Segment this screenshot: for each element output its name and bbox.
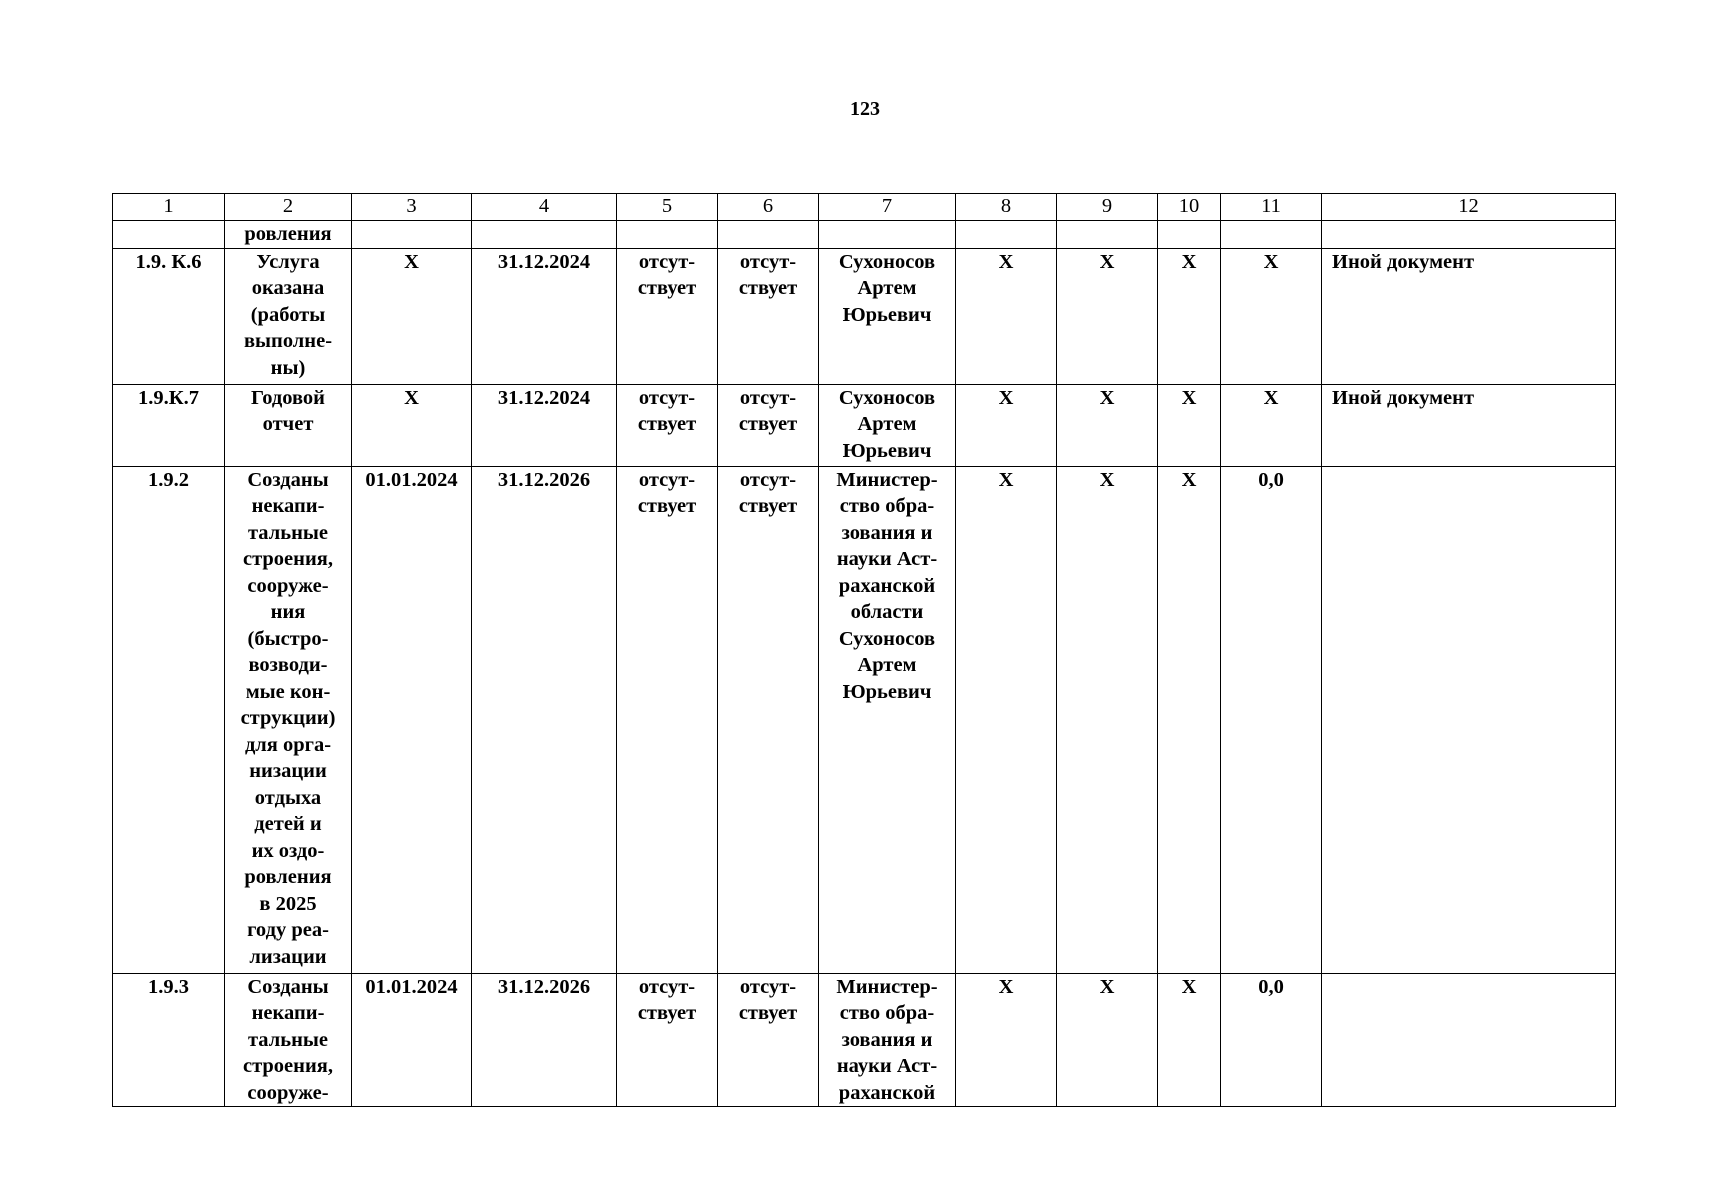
table-cell: X xyxy=(1057,973,1158,1107)
column-header: 3 xyxy=(352,194,472,221)
table-cell: отсут- ствует xyxy=(718,973,819,1107)
column-header: 11 xyxy=(1221,194,1322,221)
table-cell: X xyxy=(1057,248,1158,384)
table-cell: отсут- ствует xyxy=(617,973,718,1107)
table-row xyxy=(113,973,1616,1107)
table-cell: отсут- ствует xyxy=(718,466,819,973)
table-row xyxy=(113,248,1616,384)
table-cell: отсут- ствует xyxy=(718,248,819,384)
column-header: 10 xyxy=(1158,194,1221,221)
column-header: 2 xyxy=(225,194,352,221)
table-cell xyxy=(718,221,819,249)
result-name-cell: Созданы некапи- тальные строения, сооруже- xyxy=(225,973,352,1107)
table-cell: отсут- ствует xyxy=(617,466,718,973)
end-date-cell: 31.12.2024 xyxy=(472,384,617,466)
table-cell: ровления xyxy=(225,221,352,249)
column-header: 7 xyxy=(819,194,956,221)
table-header-row xyxy=(113,194,1616,221)
table-cell: X xyxy=(1221,248,1322,384)
end-date-cell: 31.12.2026 xyxy=(472,466,617,973)
table-cell xyxy=(819,221,956,249)
document-type-cell: Иной документ xyxy=(1322,384,1616,466)
table-cell: отсут- ствует xyxy=(617,384,718,466)
row-id-cell: 1.9.3 xyxy=(113,973,225,1107)
start-date-cell: X xyxy=(352,384,472,466)
table-cell: X xyxy=(956,248,1057,384)
result-name-cell: Услуга оказана (работы выполне- ны) xyxy=(225,248,352,384)
table-cell xyxy=(1322,221,1616,249)
table-cell: X xyxy=(1057,466,1158,973)
table-cell xyxy=(1221,221,1322,249)
column-header: 5 xyxy=(617,194,718,221)
result-name-cell: Годовой отчет xyxy=(225,384,352,466)
table-cell xyxy=(1158,221,1221,249)
table-cell: X xyxy=(1221,384,1322,466)
table-cell xyxy=(956,221,1057,249)
start-date-cell: 01.01.2024 xyxy=(352,466,472,973)
column-header: 4 xyxy=(472,194,617,221)
responsible-cell: Министер- ство обра- зования и науки Аст- раханской xyxy=(819,973,956,1107)
column-header: 6 xyxy=(718,194,819,221)
responsible-cell: Сухоносов Артем Юрьевич xyxy=(819,384,956,466)
table-cell: X xyxy=(1158,384,1221,466)
table-row-continuation xyxy=(113,221,1616,249)
data-table xyxy=(112,193,1616,1107)
responsible-cell: Сухоносов Артем Юрьевич xyxy=(819,248,956,384)
table-cell xyxy=(352,221,472,249)
table-cell: X xyxy=(956,384,1057,466)
table-cell: 0,0 xyxy=(1221,466,1322,973)
table-cell xyxy=(1057,221,1158,249)
end-date-cell: 31.12.2024 xyxy=(472,248,617,384)
row-id-cell: 1.9. К.6 xyxy=(113,248,225,384)
table-cell: X xyxy=(1158,248,1221,384)
table-cell: X xyxy=(956,973,1057,1107)
row-id-cell: 1.9.К.7 xyxy=(113,384,225,466)
document-type-cell xyxy=(1322,466,1616,973)
end-date-cell: 31.12.2026 xyxy=(472,973,617,1107)
table-cell xyxy=(472,221,617,249)
table-cell: отсут- ствует xyxy=(718,384,819,466)
column-header: 1 xyxy=(113,194,225,221)
responsible-cell: Министер- ство обра- зования и науки Аст- раханской области Сухоносов Артем Юрьевич xyxy=(819,466,956,973)
table-cell xyxy=(113,221,225,249)
table-cell: X xyxy=(956,466,1057,973)
table-row xyxy=(113,466,1616,973)
table-cell: отсут- ствует xyxy=(617,248,718,384)
start-date-cell: X xyxy=(352,248,472,384)
table-cell: X xyxy=(1057,384,1158,466)
table-cell: 0,0 xyxy=(1221,973,1322,1107)
row-id-cell: 1.9.2 xyxy=(113,466,225,973)
start-date-cell: 01.01.2024 xyxy=(352,973,472,1107)
table-row xyxy=(113,384,1616,466)
result-name-cell: Созданы некапи- тальные строения, сооруже- ния (быстро- возводи- мые кон- струкции) для орга- низации отдыха детей и их оздо- ровления в 2025 году реа- лизации xyxy=(225,466,352,973)
column-header: 12 xyxy=(1322,194,1616,221)
document-type-cell: Иной документ xyxy=(1322,248,1616,384)
column-header: 9 xyxy=(1057,194,1158,221)
table-cell xyxy=(617,221,718,249)
page-number: 123 xyxy=(850,98,880,120)
table-cell: X xyxy=(1158,466,1221,973)
document-type-cell xyxy=(1322,973,1616,1107)
column-header: 8 xyxy=(956,194,1057,221)
table-cell: X xyxy=(1158,973,1221,1107)
